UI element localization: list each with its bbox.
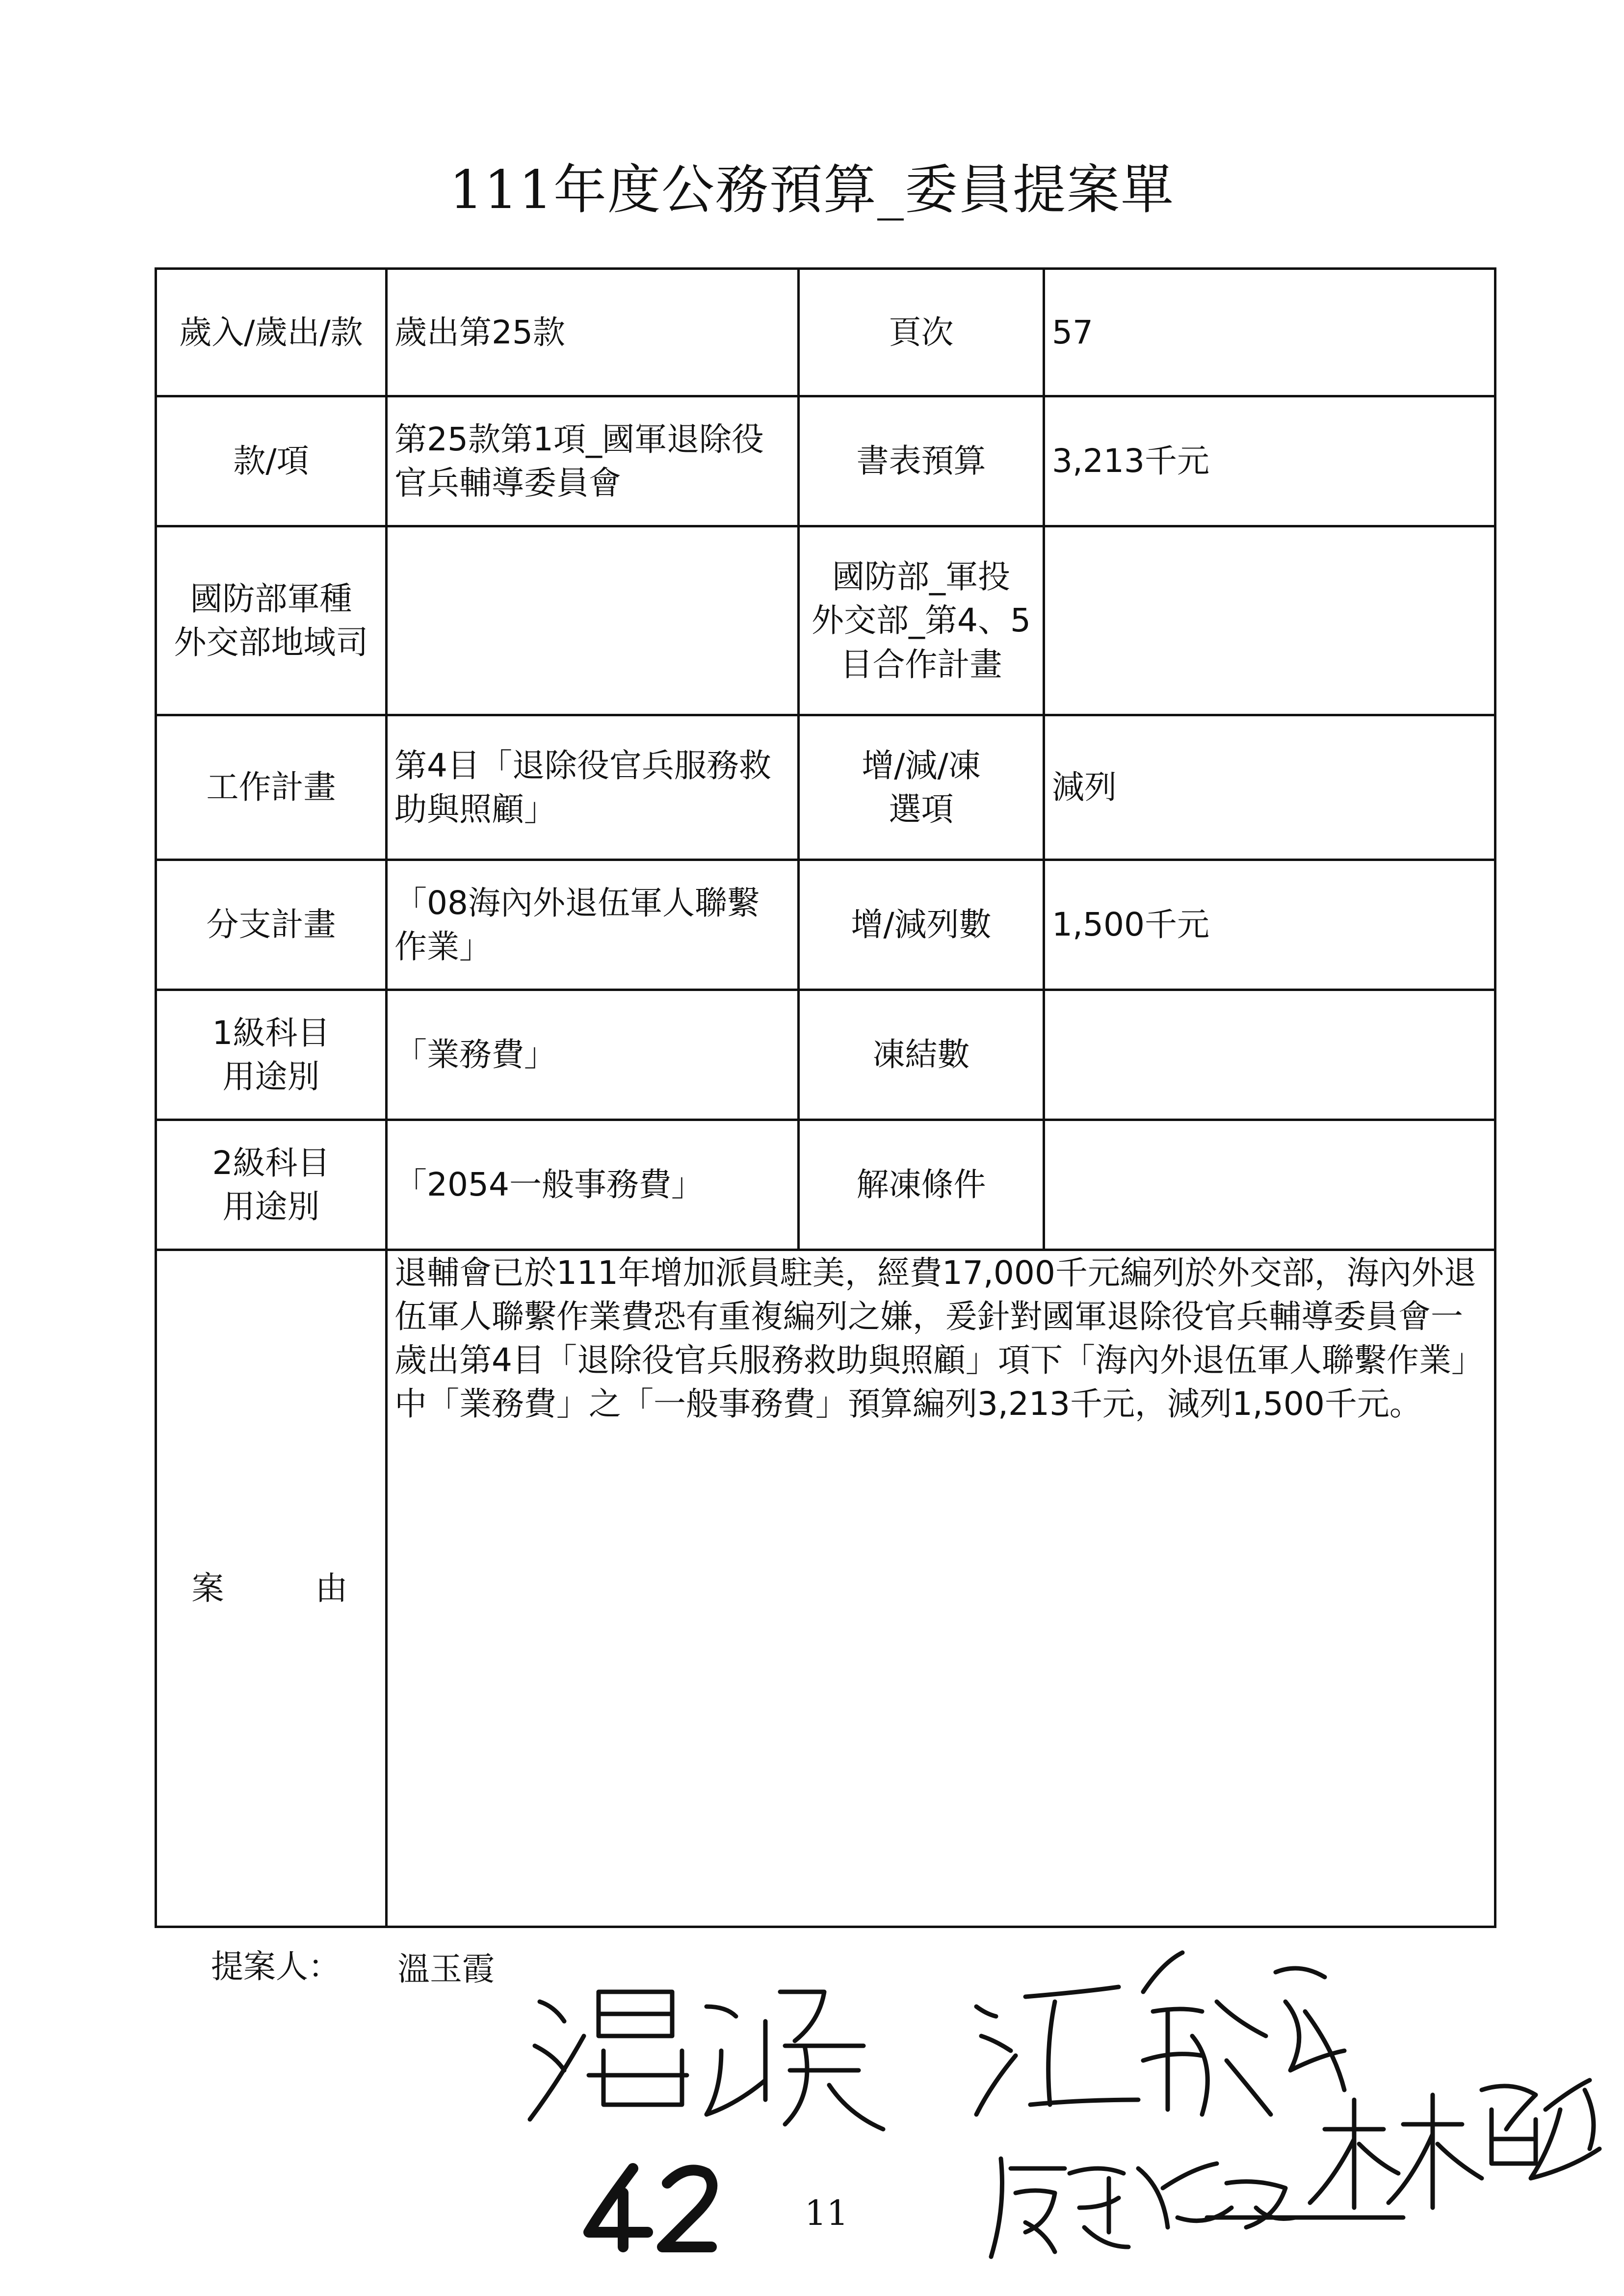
- value-level1-subject: 「業務費」: [387, 990, 799, 1120]
- label-departments-line2: 外交部地域司: [174, 624, 368, 661]
- label-level1-subject: [156, 990, 387, 1120]
- label-level1-subject-line1: 1級科目: [212, 1014, 330, 1052]
- label-cooperation-plan-line1: 國防部_軍投: [832, 558, 1010, 596]
- label-reason-part1: 案: [191, 1569, 227, 1607]
- label-level2-subject-line1: 2級科目: [212, 1144, 330, 1182]
- label-category: 歲入/歲出/款: [156, 269, 387, 396]
- label-item: 款/項: [156, 396, 387, 526]
- signature-1: [530, 1992, 883, 2129]
- value-frozen-amount: [1044, 990, 1495, 1120]
- document-title: 111年度公務預算_委員提案單: [449, 159, 1175, 221]
- value-budget: 3,213千元: [1044, 396, 1495, 526]
- value-cooperation-plan: [1044, 526, 1495, 715]
- value-page: 57: [1044, 269, 1495, 396]
- value-adjust-option: 減列: [1044, 715, 1495, 860]
- label-frozen-amount: 凍結數: [799, 990, 1044, 1120]
- label-level2-subject-line2: 用途別: [222, 1188, 320, 1226]
- label-branch-plan: 分支計畫: [156, 860, 387, 990]
- label-cooperation-plan-line3: 目合作計畫: [840, 645, 1002, 683]
- proposer-name: 溫玉霞: [397, 1950, 495, 1988]
- form-row-branch-plan: [156, 860, 1495, 990]
- value-branch-plan: 「08海內外退伍軍人聯繫作業」: [387, 860, 799, 990]
- label-unfreeze-condition: 解凍條件: [799, 1120, 1044, 1250]
- form-row-departments: [156, 526, 1495, 715]
- proposal-form-table: [155, 267, 1496, 1928]
- label-level2-subject: [156, 1120, 387, 1250]
- label-page: 頁次: [799, 269, 1044, 396]
- label-budget: 書表預算: [799, 396, 1044, 526]
- value-item: 第25款第1項_國軍退除役官兵輔導委員會: [387, 396, 799, 526]
- label-cooperation-plan-line2: 外交部_第4、5: [812, 601, 1031, 640]
- form-row-item: [156, 396, 1495, 526]
- label-adjust-option-line2: 選項: [889, 790, 954, 828]
- label-reason-part2: 由: [315, 1569, 351, 1607]
- form-row-work-plan: [156, 715, 1495, 860]
- page-number: 11: [805, 2193, 849, 2233]
- value-adjust-amount: 1,500千元: [1044, 860, 1495, 990]
- handwritten-number-mark: [589, 2168, 712, 2247]
- value-work-plan: 第4目「退除役官兵服務救助與照顧」: [387, 715, 799, 860]
- form-row-category: [156, 269, 1495, 396]
- label-departments-line1: 國防部軍種: [190, 579, 352, 618]
- proposer-label: 提案人：: [211, 1948, 341, 1985]
- value-reason: 退輔會已於111年增加派員駐美，經費17,000千元編列於外交部，海內外退伍軍人聯繫作業費恐有重複編列之嫌，爰針對國軍退除役官兵輔導委員會一歲出第4目「退除役官兵服務救助與照顧」項下「海內外退伍軍人聯繫作業」中「業務費」之「一般事務費」預算編列3,213千元，減列1,500千元。: [387, 1250, 1495, 1927]
- label-adjust-option: [799, 715, 1044, 860]
- form-row-level1-subject: [156, 990, 1495, 1120]
- label-work-plan: 工作計畫: [156, 715, 387, 860]
- value-unfreeze-condition: [1044, 1120, 1495, 1250]
- label-level1-subject-line2: 用途別: [222, 1058, 320, 1096]
- label-adjust-option-line1: 增/減/凍: [862, 746, 981, 784]
- signature-4: [1310, 2080, 1599, 2208]
- value-departments: [387, 526, 799, 715]
- label-cooperation-plan: [799, 526, 1044, 715]
- value-category: 歲出第25款: [387, 269, 799, 396]
- signature-3: [991, 2159, 1403, 2257]
- signature-2: [976, 1953, 1344, 2114]
- form-row-level2-subject: [156, 1120, 1495, 1250]
- form-row-reason: [156, 1250, 1495, 1927]
- value-level2-subject: 「2054一般事務費」: [387, 1120, 799, 1250]
- label-reason: [156, 1250, 387, 1927]
- label-adjust-amount: 增/減列數: [799, 860, 1044, 990]
- label-departments: [156, 526, 387, 715]
